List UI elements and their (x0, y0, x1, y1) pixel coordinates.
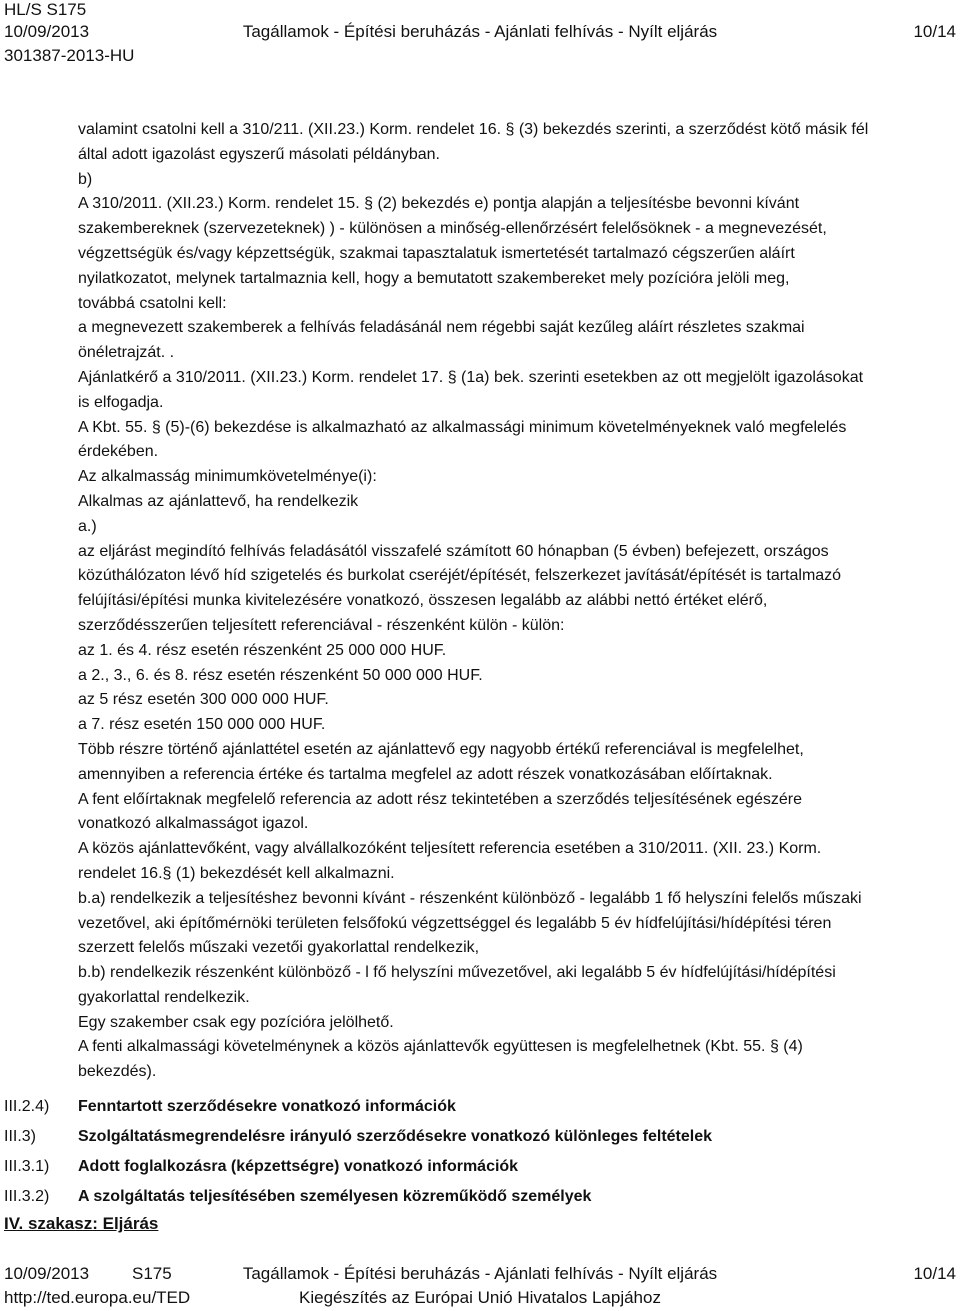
page-footer (4, 1260, 956, 1311)
body-line: Ajánlatkérő a 310/2011. (XII.23.) Korm. rendelet 17. § (1a) bek. szerinti esetekben az ott megjelölt igazolásokat (78, 368, 864, 386)
body-line: által adott igazolást egyszerű másolati példányban. (78, 145, 440, 163)
footer-publisher: Kiegészítés az Európai Unió Hivatalos Lapjához (299, 1288, 661, 1307)
body-line: A Kbt. 55. § (5)-(6) bekezdése is alkalmazható az alkalmassági minimum követelményeknek való megfelelés (78, 418, 847, 436)
body-line: b.b) rendelkezik részenként különböző - l fő helyszíni művezetővel, aki legalább 5 év hídfelújítási/hídépítési (78, 964, 836, 982)
body-line: a 2., 3., 6. és 8. rész esetén részenként 50 000 000 HUF. (78, 666, 483, 684)
section-row (4, 1152, 952, 1182)
section-number: III.3.2) (4, 1188, 50, 1205)
body-line: rendelet 16.§ (1) bekezdését kell alkalmazni. (78, 864, 395, 882)
body-line: b.a) rendelkezik a teljesítéshez bevonni kívánt - részenként különböző - legalább 1 fő helyszíni felelős műszaki (78, 889, 862, 907)
body-line: bekezdés). (78, 1063, 157, 1081)
body-line: önéletrajzát. . (78, 344, 175, 362)
footer-date: 10/09/2013 (4, 1264, 90, 1283)
footer-line-2 (4, 1286, 956, 1310)
body-line: Alkalmas az ajánlattevő, ha rendelkezik (78, 492, 359, 510)
body-line: az 1. és 4. rész esetén részenként 25 000 000 HUF. (78, 641, 447, 659)
body-line: Egy szakember csak egy pozícióra jelölhető. (78, 1013, 394, 1031)
body-line: felújítási/építési munka kivitelezésére vonatkozó, összesen legalább az alábbi nettó értéket elérő, (78, 592, 768, 610)
header-line-1 (4, 0, 956, 22)
footer-page: 10/14 (913, 1264, 956, 1283)
header-line-2 (4, 20, 956, 44)
body-line: szerzett felelős műszaki vezetői gyakorlattal rendelkezik, (78, 939, 480, 957)
body-line: amennyiben a referencia értéke és tartalma megfelel az adott részek vonatkozásában előírtaknak. (78, 765, 773, 783)
body-line: szakembereknek (szervezeteknek) ) - különösen a minőség-ellenőrzésért felelősöknek - a megnevezését, (78, 220, 827, 238)
body-line: b) (78, 170, 93, 188)
body-line: végzettségük és/vagy képzettségük, szakmai tapasztalatuk ismertetését tartalmazó cégszerűen aláírt (78, 244, 795, 262)
body-line: érdekében. (78, 443, 159, 461)
body-text (78, 118, 952, 1085)
body-line: az eljárást megindító felhívás feladásától visszafelé számított 60 hónapban (5 évben) befejezett, országos (78, 542, 829, 560)
body-line: továbbá csatolni kell: (78, 294, 227, 312)
body-line: a megnevezett szakemberek a felhívás feladásánál nem régebbi saját kezűleg aláírt részletes szakmai (78, 319, 805, 337)
page-header (4, 0, 956, 72)
doc-code: HL/S S175 (4, 0, 87, 19)
body-line: nyilatkozatot, melynek tartalmaznia kell, hogy a bemutatott szakembereket mely pozícióra jelöli meg, (78, 269, 790, 287)
section-title: Szolgáltatásmegrendelésre irányuló szerződésekre vonatkozó különleges feltételek (78, 1128, 713, 1145)
section-title: A szolgáltatás teljesítésében személyesen közreműködő személyek (78, 1188, 592, 1205)
header-line-3 (4, 44, 956, 68)
footer-title: Tagállamok - Építési beruházás - Ajánlati felhívás - Nyílt eljárás (242, 1264, 718, 1283)
header-title: Tagállamok - Építési beruházás - Ajánlati felhívás - Nyílt eljárás (242, 22, 718, 41)
body-line: A 310/2011. (XII.23.) Korm. rendelet 15. § (2) bekezdés e) pontja alapján a teljesítésbe bevonni kívánt (78, 195, 800, 213)
body-line: a 7. rész esetén 150 000 000 HUF. (78, 716, 326, 734)
notice-id: 301387-2013-HU (4, 46, 135, 65)
body-line: A fenti alkalmassági követelménynek a közös ajánlattevők együttesen is megfelelhetnek (Kbt. 55. § (4) (78, 1038, 803, 1056)
footer-issue: S175 (132, 1264, 172, 1283)
body-line: az 5 rész esetén 300 000 000 HUF. (78, 691, 329, 709)
section-row (4, 1092, 952, 1122)
body-line: a.) (78, 517, 97, 535)
section-number: III.3) (4, 1128, 37, 1145)
section-row (4, 1182, 952, 1212)
body-line: szerződésszerűen teljesített referenciával - részenként külön - külön: (78, 616, 565, 634)
footer-url[interactable]: http://ted.europa.eu/TED (4, 1288, 191, 1307)
body-line: vezetővel, aki építőmérnöki területen felsőfokú végzettséggel és legalább 5 év hídfelújítási/hídépítési téren (78, 914, 832, 932)
header-page: 10/14 (913, 22, 956, 41)
body-line: Több részre történő ajánlattétel esetén az ajánlattevő egy nagyobb értékű referenciával is megfelelhet, (78, 740, 804, 758)
body-line: A közös ajánlattevőként, vagy alvállalkozóként teljesített referencia esetében a 310/2011. (XII. 23.) Korm. (78, 840, 822, 858)
section-number: III.2.4) (4, 1098, 50, 1115)
body-line: vonatkozó alkalmasságot igazol. (78, 815, 309, 833)
body-line: gyakorlattal rendelkezik. (78, 988, 250, 1006)
footer-line-1 (4, 1262, 956, 1286)
body-line: közúthálózaton lévő híd szigetelés és burkolat cseréjét/építését, felszerkezet javítását/építését is tartalmazó (78, 567, 842, 585)
body-line: Az alkalmasság minimumkövetelménye(i): (78, 468, 377, 486)
part-heading: IV. szakasz: Eljárás (4, 1214, 159, 1233)
body-line: is elfogadja. (78, 393, 164, 411)
section-number: III.3.1) (4, 1158, 50, 1175)
header-date: 10/09/2013 (4, 22, 90, 41)
body-line: A fent előírtaknak megfelelő referencia az adott rész tekintetében a szerződés teljesítésének egészére (78, 790, 802, 808)
section-title: Adott foglalkozásra (képzettségre) vonatkozó információk (78, 1158, 519, 1175)
body-line: valamint csatolni kell a 310/211. (XII.23.) Korm. rendelet 16. § (3) bekezdés szerinti, a szerződést kötő másik fél (78, 121, 869, 138)
section-title: Fenntartott szerződésekre vonatkozó információk (78, 1098, 456, 1115)
section-row (4, 1122, 952, 1152)
